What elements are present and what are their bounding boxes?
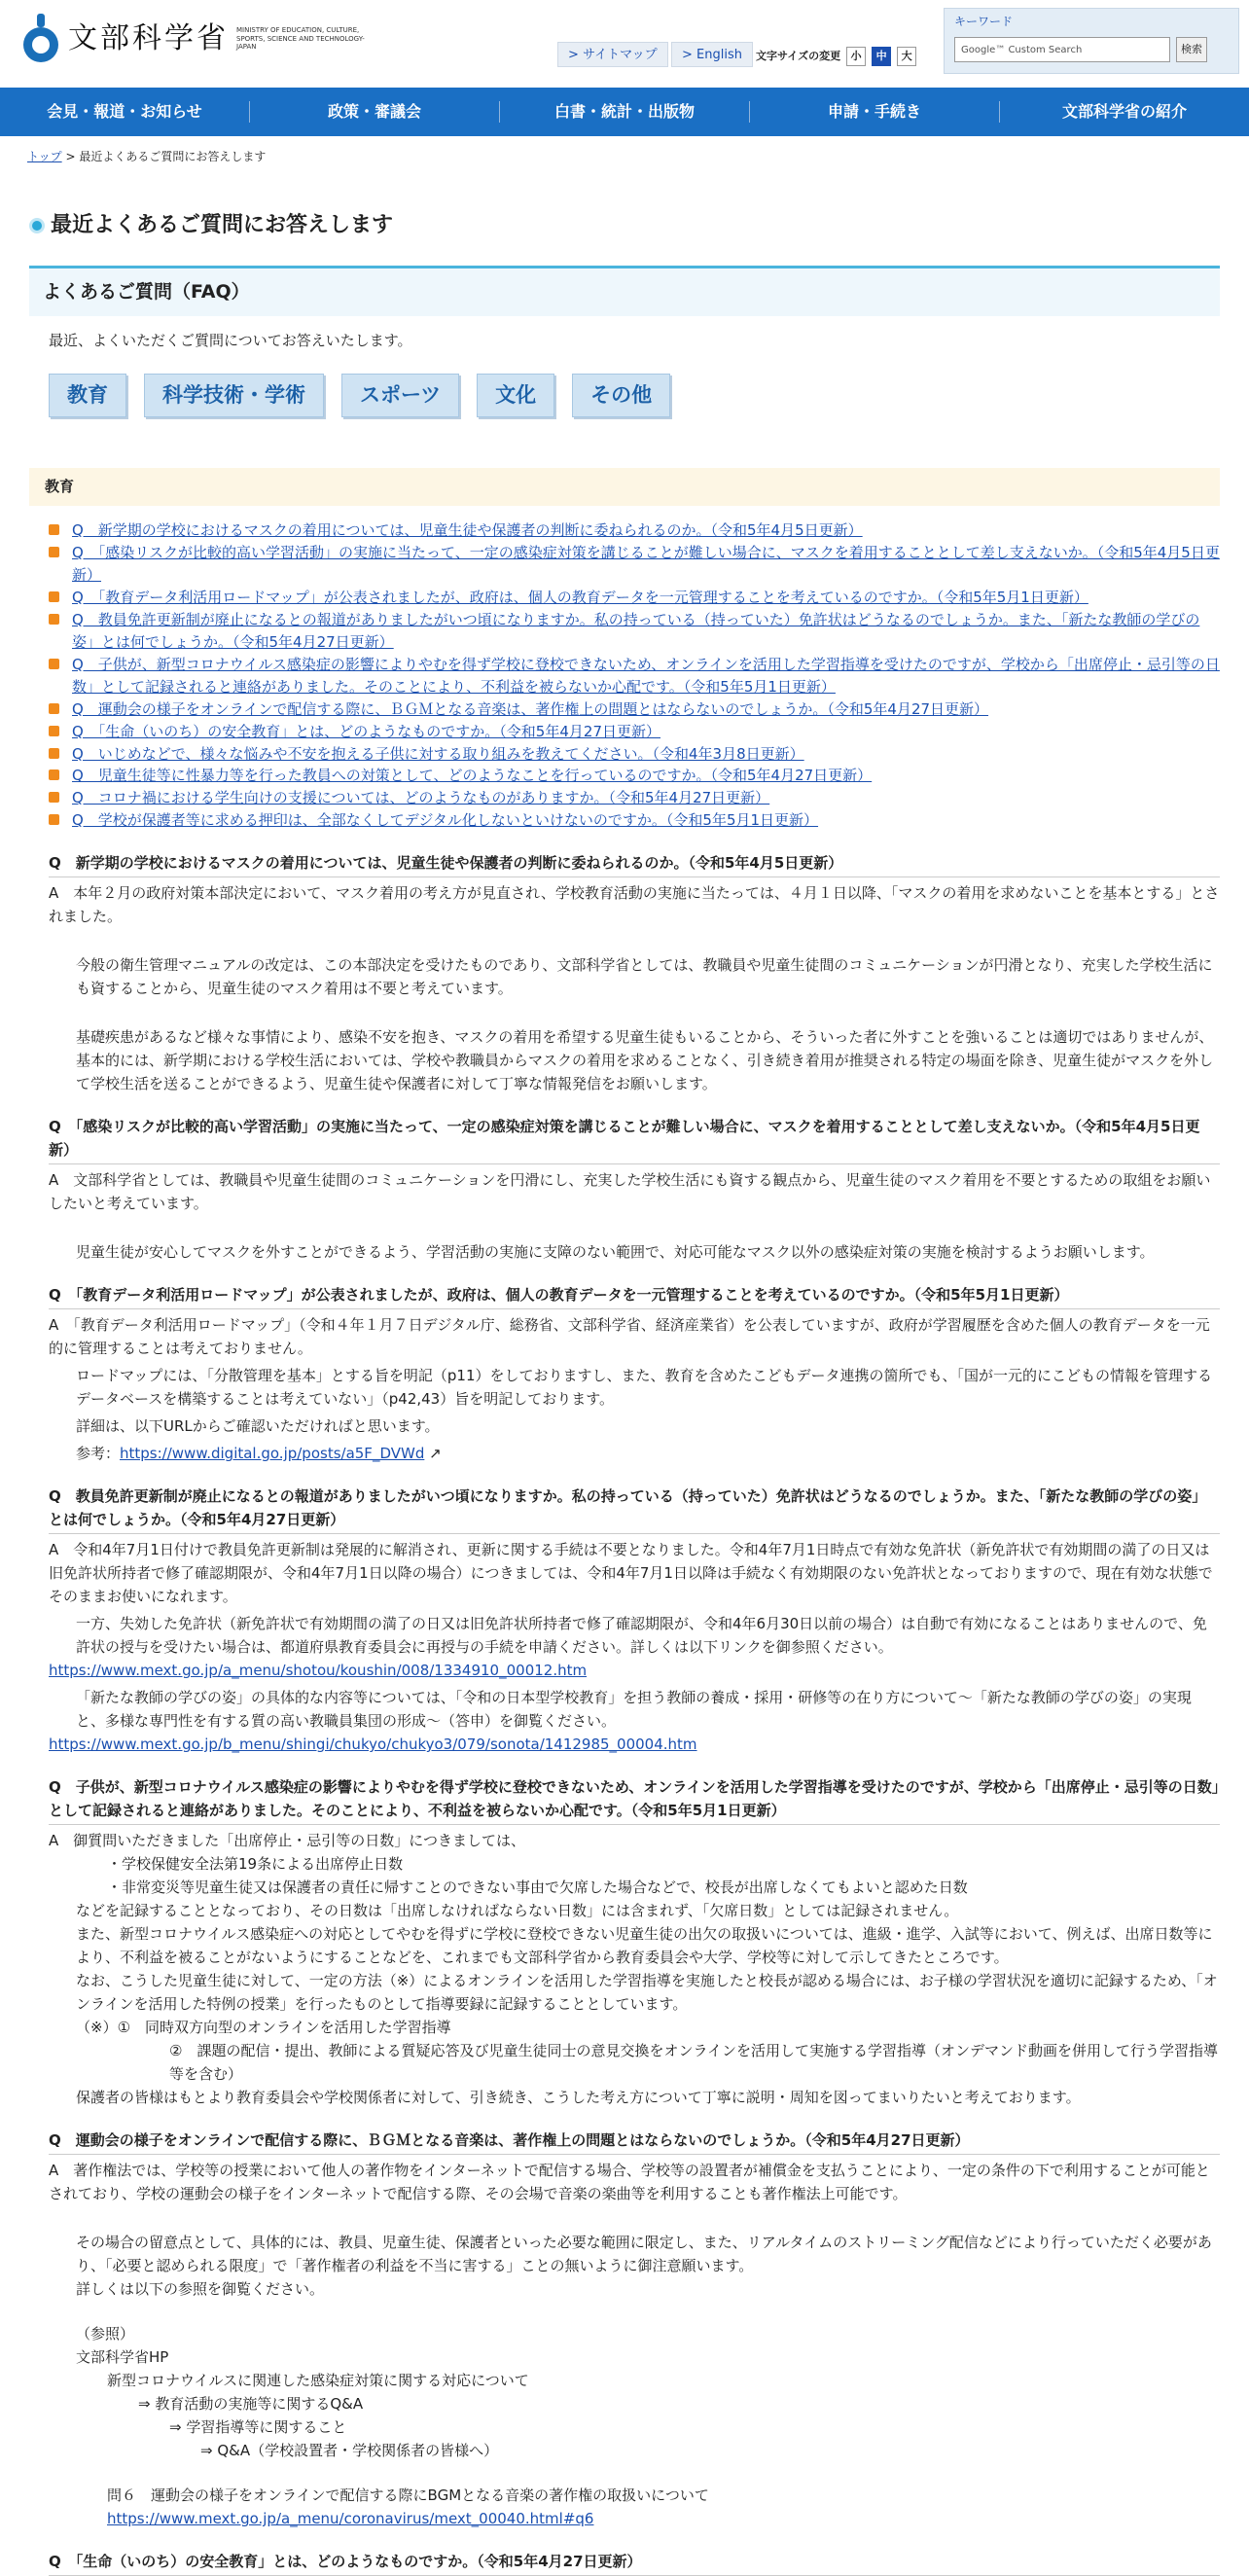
page-title-text: 最近よくあるご質問にお答えします <box>51 212 394 237</box>
category-button-other[interactable]: その他 <box>572 374 670 417</box>
bullet-icon <box>49 726 59 736</box>
qa-reference <box>49 1442 1220 1465</box>
search-box <box>944 8 1239 74</box>
qa-answer: A 御質問いただきました「出席停止・忌引等の日数」につきましては、 <box>49 1832 525 1850</box>
list-item <box>49 765 1220 787</box>
qa-block-mask <box>29 851 1220 1095</box>
qa-answer: 「新たな教師の学びの姿」の具体的な内容等については、「令和の日本型学校教育」を担う教師の養成・採用・研修等の在り方について〜「新たな教師の学びの姿」の実現と、多様な専門性を有する質の高い教職員集団の形成〜（答申）を御覧ください。 <box>76 1689 1192 1731</box>
list-item <box>49 609 1220 654</box>
bullet-icon <box>49 769 59 780</box>
font-size-medium-button[interactable]: 中 <box>872 47 891 66</box>
question-list <box>29 519 1220 832</box>
breadcrumb <box>0 136 1249 166</box>
qa-answer: ロードマップには、「分散管理を基本」とする旨を明記（p11）をしておりますし、また、教育を含めたこどもデータ連携の箇所でも、「国が一元的にこどもの情報を管理するデータベースを構築することは考えていない」（p42,43）旨を明記しております。 <box>76 1367 1213 1409</box>
question-link[interactable]: Q 新学期の学校におけるマスクの着用については、児童生徒や保護者の判断に委ねられるのか。（令和5年4月5日更新） <box>72 521 863 540</box>
title-bullet-icon <box>29 218 45 233</box>
link-teacher-learning[interactable]: https://www.mext.go.jp/b_menu/shingi/chukyo/chukyo3/079/sonota/1412985_00004.htm <box>49 1735 697 1754</box>
qa-answer: などを記録することとなっており、その日数は「出席しなければならない日数」には含まれず、「欠席日数」としては記録されません。 <box>76 1902 959 1920</box>
bullet-icon <box>49 659 59 669</box>
qa-question: Q 「生命（いのち）の安全教育」とは、どのようなものですか。（令和5年4月27日更新） <box>49 2550 1220 2576</box>
main-content <box>0 209 1249 2576</box>
qa-question: Q 新学期の学校におけるマスクの着用については、児童生徒や保護者の判断に委ねられるのか。（令和5年4月5日更新） <box>49 851 1220 877</box>
bullet-icon <box>49 614 59 625</box>
bullet-icon <box>49 524 59 535</box>
list-item <box>49 743 1220 766</box>
qa-answer: また、新型コロナウイルス感染症への対応としてやむを得ずに学校に登校できない児童生徒の出欠の取扱いについては、進級・進学、入試等において、例えば、出席日数等により、不利益を被ることがないようにすることなどを、これまでも文部科学省から教育委員会や大学、学校等に対して示してきたところです。 <box>76 1925 1213 1967</box>
qa-block-life-safety <box>29 2550 1220 2576</box>
logo-text: 文部科学省 <box>68 20 229 55</box>
bullet-icon <box>49 703 59 714</box>
search-input[interactable]: Google™ Custom Search <box>954 37 1170 62</box>
qa-question: Q 「感染リスクが比較的高い学習活動」の実施に当たって、一定の感染症対策を講じることが難しい場合に、マスクを着用することとして差し支えないか。（令和5年4月5日更新） <box>49 1115 1220 1164</box>
category-button-education[interactable]: 教育 <box>49 374 126 417</box>
list-item <box>49 809 1220 832</box>
question-link[interactable]: Q 児童生徒等に性暴力等を行った教員への対策として、どのようなことを行っているのですか。（令和5年4月27日更新） <box>72 767 873 785</box>
breadcrumb-current: 最近よくあるご質問にお答えします <box>79 150 267 163</box>
list-item <box>49 519 1220 542</box>
question-link[interactable]: Q 運動会の様子をオンラインで配信する際に、ＢＧＭとなる音楽は、著作権上の問題とはならないのでしょうか。（令和5年4月27日更新） <box>72 699 989 718</box>
search-button[interactable]: 検索 <box>1176 37 1207 62</box>
intro-text: 最近、よくいただくご質問についてお答えいたします。 <box>49 332 412 350</box>
site-logo[interactable] <box>19 14 373 64</box>
qa-answer: （※）① 同時双方向型のオンラインを活用した学習指導 <box>76 2019 451 2037</box>
question-link[interactable]: Q 「生命（いのち）の安全教育」とは、どのようなものですか。（令和5年4月27日更新） <box>72 722 660 740</box>
bullet-icon <box>49 792 59 803</box>
bullet-icon <box>49 591 59 602</box>
qa-block-mask-risk <box>29 1115 1220 1264</box>
nav-item-press[interactable]: 会見・報道・お知らせ <box>0 101 250 123</box>
qa-answer: 保護者の皆様はもとより教育委員会や学校関係者に対して、引き続き、こうした考え方について丁寧に説明・周知を図ってまいりたいと考えております。 <box>76 2089 1081 2107</box>
qa-answer: なお、こうした児童生徒に対して、一定の方法（※）によるオンラインを活用した学習指導を実施したと校長が認める場合には、お子様の学習状況を適切に記録するため、「オンラインを活用した特例の授業」を行ったものとして指導要録に記録することとしています。 <box>76 1972 1218 2014</box>
category-button-science[interactable]: 科学技術・学術 <box>144 374 324 417</box>
qa-block-license <box>29 1485 1220 1756</box>
breadcrumb-separator: > <box>61 150 80 163</box>
list-item <box>49 542 1220 587</box>
list-item <box>49 654 1220 698</box>
list-item <box>49 698 1220 721</box>
link-bgm-faq[interactable]: https://www.mext.go.jp/a_menu/coronavirus/mext_00040.html#q6 <box>107 2510 594 2528</box>
qa-block-education-data <box>29 1283 1220 1465</box>
search-label: キーワード <box>954 15 1014 28</box>
question-link[interactable]: Q 教員免許更新制が廃止になるとの報道がありましたがいつ頃になりますか。私の持っている（持っていた）免許状はどうなるのでしょうか。また、「新たな教師の学びの姿」とは何でしょうか。（令和5年4月27日更新） <box>72 610 1200 651</box>
qa-answer: 一方、失効した免許状（新免許状で有効期間の満了の日又は旧免許状所持者で修了確認期限が、令和4年6月30日以前の場合）は自動で有効になることはありませんので、免許状の授与を受けたい場合は、都道府県教育委員会に再授与の手続を申請ください。詳しくは以下リンクを御参照ください。 <box>76 1615 1207 1657</box>
qa-answer: A 文部科学省としては、教職員や児童生徒間のコミュニケーションを円滑にし、充実した学校生活にも資する観点から、児童生徒のマスク着用を不要とするための取組をお願いしたいと考えています。 <box>49 1171 1211 1213</box>
qa-answer: ・非常変災等児童生徒又は保護者の責任に帰すことのできない事由で欠席した場合などで、校長が出席しなくてもよいと認めた日数 <box>107 1878 968 1897</box>
nav-item-procedures[interactable]: 申請・手続き <box>750 101 1000 123</box>
logo-subtext: MINISTRY OF EDUCATION, CULTURE, SPORTS, SCIENCE AND TECHNOLOGY-JAPAN <box>236 26 365 52</box>
faq-heading: よくあるご質問（FAQ） <box>29 266 1220 316</box>
bullet-icon <box>49 547 59 557</box>
question-link[interactable]: Q コロナ禍における学生向けの支援については、どのようなものがありますか。（令和5年4月27日更新） <box>72 789 770 807</box>
reference-line: ⇒ 教育活動の実施等に関するQ&A <box>138 2395 364 2414</box>
link-license[interactable]: https://www.mext.go.jp/a_menu/shotou/koushin/008/1334910_00012.htm <box>49 1662 588 1680</box>
qa-question: Q 運動会の様子をオンラインで配信する際に、ＢＧＭとなる音楽は、著作権上の問題とはならないのでしょうか。（令和5年4月27日更新） <box>49 2129 1220 2155</box>
qa-question: Q 教員免許更新制が廃止になるとの報道がありましたがいつ頃になりますか。私の持っている（持っていた）免許状はどうなるのでしょうか。また、「新たな教師の学びの姿」とは何でしょうか。（令和5年4月27日更新） <box>49 1485 1220 1534</box>
global-nav <box>0 88 1249 136</box>
qa-answer: A 「教育データ利活用ロードマップ」（令和４年１月７日デジタル庁、総務省、文部科学省、経済産業省）を公表していますが、政府が学習履歴を含めた個人の教育データを一元的に管理することは考えておりません。 <box>49 1316 1210 1358</box>
sitemap-link[interactable]: > サイトマップ <box>557 42 668 67</box>
font-size-large-button[interactable]: 大 <box>897 47 916 66</box>
question-link[interactable]: Q 「教育データ利活用ロードマップ」が公表されましたが、政府は、個人の教育データを一元管理することを考えているのですか。（令和5年5月1日更新） <box>72 588 1088 606</box>
nav-item-about[interactable]: 文部科学省の紹介 <box>1061 102 1187 121</box>
list-item <box>49 787 1220 809</box>
font-size-selector <box>756 47 916 66</box>
qa-answer: ② 課題の配信・提出、教師による質疑応答及び児童生徒同士の意見交換をオンラインを活用して実施する学習指導（オンデマンド動画を併用して行う学習指導等を含む） <box>169 2042 1219 2084</box>
category-buttons <box>29 374 1220 417</box>
qa-answer: 詳しくは以下の参照を御覧ください。 <box>76 2280 325 2299</box>
qa-answer: 児童生徒が安心してマスクを外すことができるよう、学習活動の実施に支障のない範囲で、対応可能なマスク以外の感染症対策の実施を検討するようお願いします。 <box>76 1243 1155 1262</box>
qa-answer: A 本年２月の政府対策本部決定において、マスク着用の考え方が見直され、学校教育活動の実施に当たっては、４月１日以降、「マスクの着用を求めないことを基本とする」とされました。 <box>49 884 1220 926</box>
font-size-label: 文字サイズの変更 <box>756 50 841 63</box>
list-item <box>49 721 1220 743</box>
bullet-icon <box>49 748 59 759</box>
external-link-icon: ↗ <box>424 1445 442 1463</box>
reference-line: 新型コロナウイルスに関連した感染症対策に関する対応について <box>107 2372 529 2390</box>
external-link[interactable]: https://www.digital.go.jp/posts/a5F_DVWd <box>120 1445 425 1463</box>
category-button-sports[interactable]: スポーツ <box>341 374 459 417</box>
qa-answer: A 令和4年7月1日付けで教員免許更新制は発展的に解消され、更新に関する手続は不要となりました。令和4年7月1日時点で有効な免許状（新免許状で有効期間の満了の日又は旧免許状所持者で修了確認期限が、令和4年7月1日以降の場合）につきましては、令和4年7月1日以降は手続なく有効期限のない免許状となっておりますので、現在有効な状態でそのままお使いになれます。 <box>49 1541 1213 1606</box>
qa-question: Q 「教育データ利活用ロードマップ」が公表されましたが、政府は、個人の教育データを一元管理することを考えているのですか。（令和5年5月1日更新） <box>49 1283 1220 1309</box>
qa-answer: その場合の留意点として、具体的には、教員、児童生徒、保護者といった必要な範囲に限定し、また、リアルタイムのストリーミング配信などにより行っていただく必要があり、「必要と認められる限度」で「著作権者の利益を不当に害する」ことの無いように御注意願います。 <box>76 2234 1212 2275</box>
qa-answer: 詳細は、以下URLからご確認いただければと思います。 <box>76 1417 440 1436</box>
font-size-small-button[interactable]: 小 <box>846 47 866 66</box>
question-link[interactable]: Q 「感染リスクが比較的高い学習活動」の実施に当たって、一定の感染症対策を講じることが難しい場合に、マスクを着用することとして差し支えないか。（令和5年4月5日更新） <box>72 544 1220 585</box>
qa-answer: 基礎疾患があるなど様々な事情により、感染不安を抱き、マスクの着用を希望する児童生徒もいることから、そういった者に外すことを強いることは適切ではありませんが、基本的には、新学期における学校生活においては、学校や教職員からマスクの着用を求めることなく、引き続き着用が推奨される特定の場面を除き、児童生徒がマスクを外して学校生活を送ることができるよう、児童生徒や保護者に対して丁寧な情報発信をお願いします。 <box>76 1028 1214 1093</box>
mext-logo-icon <box>19 14 62 64</box>
reference-label: 参考： <box>76 1445 121 1463</box>
nav-item-publications[interactable]: 白書・統計・出版物 <box>500 101 750 123</box>
reference-line: 問６ 運動会の様子をオンラインで配信する際にBGMとなる音楽の著作権の取扱いについて <box>107 2487 709 2505</box>
qa-answer: A 著作権法では、学校等の授業において他人の著作物をインターネットで配信する場合、学校等の設置者が補償金を支払うことにより、一定の条件の下で利用することが可能とされており、学校の運動会の様子をインターネットで配信する際、その会場で音楽の楽曲等を利用することも著作権法上可能です。 <box>49 2162 1210 2203</box>
question-link[interactable]: Q いじめなどで、様々な悩みや不安を抱える子供に対する取り組みを教えてください。（令和4年3月8日更新） <box>72 744 804 763</box>
reference-line: ⇒ Q&A（学校設置者・学校関係者の皆様へ） <box>200 2442 499 2460</box>
page-title <box>29 209 1220 242</box>
category-button-culture[interactable]: 文化 <box>477 374 554 417</box>
qa-block-bgm-copyright <box>29 2129 1220 2530</box>
reference-line: 文部科学省HP <box>76 2348 169 2367</box>
site-header <box>0 0 1249 88</box>
qa-question: Q 子供が、新型コロナウイルス感染症の影響によりやむを得ず学校に登校できないため、オンラインを活用した学習指導を受けたのですが、学校から「出席停止・忌引等の日数」として記録されると連絡がありました。そのことにより、不利益を被らないか心配です。（令和5年5月1日更新） <box>49 1775 1220 1825</box>
list-item <box>49 587 1220 609</box>
question-link[interactable]: Q 子供が、新型コロナウイルス感染症の影響によりやむを得ず学校に登校できないため、オンラインを活用した学習指導を受けたのですが、学校から「出席停止・忌引等の日数」として記録されると連絡がありました。そのことにより、不利益を被らないか心配です。（令和5年5月1日更新） <box>72 655 1220 696</box>
bullet-icon <box>49 814 59 825</box>
nav-item-policy[interactable]: 政策・審議会 <box>250 101 500 123</box>
breadcrumb-home-link[interactable]: トップ <box>27 150 62 163</box>
question-link[interactable]: Q 学校が保護者等に求める押印は、全部なくしてデジタル化しないといけないのですか。（令和5年5月1日更新） <box>72 811 819 830</box>
qa-block-online-attendance <box>29 1775 1220 2109</box>
english-link[interactable]: > English <box>671 42 753 67</box>
qa-answer: ・学校保健安全法第19条による出席停止日数 <box>107 1855 404 1874</box>
reference-line: ⇒ 学習指導等に関すること <box>169 2418 347 2437</box>
qa-answer: 今般の衛生管理マニュアルの改定は、この本部決定を受けたものであり、文部科学省としては、教職員や児童生徒間のコミュニケーションが円滑となり、充実した学校生活にも資することから、児童生徒のマスク着用は不要と考えています。 <box>76 956 1213 998</box>
section-heading-education: 教育 <box>29 468 1220 506</box>
reference-heading: （参照） <box>76 2325 135 2343</box>
